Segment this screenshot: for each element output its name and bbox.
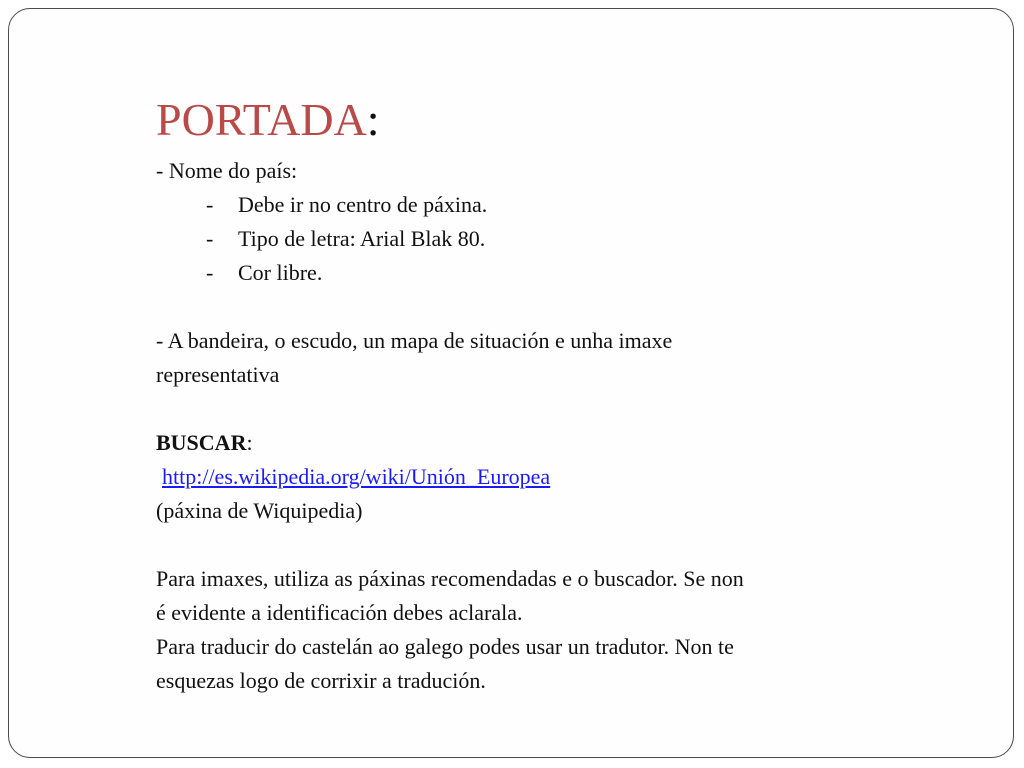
page-title [156, 92, 876, 148]
country-bullet-2 [156, 222, 876, 256]
spacer [156, 392, 876, 426]
wikipedia-link[interactable]: http://es.wikipedia.org/wiki/Unión_Europea [162, 464, 551, 489]
bullet-text: Tipo de letra: Arial Blak 80. [238, 226, 486, 251]
spacer [156, 290, 876, 324]
flag-line-1: - A bandeira, o escudo, un mapa de situación e unha imaxe [156, 328, 673, 353]
country-bullet-1 [156, 188, 876, 222]
bullet-dash: - [206, 260, 214, 285]
bullet-dash: - [206, 192, 214, 217]
bullet-dash: - [206, 226, 214, 251]
search-label-line [156, 426, 876, 460]
tips-line-4: esquezas logo de corrixir a tradución. [156, 668, 486, 693]
title-text: PORTADA [156, 94, 367, 145]
search-colon: : [246, 430, 253, 455]
country-heading: - Nome do país: [156, 158, 298, 183]
bullet-text: Cor libre. [238, 260, 323, 285]
bullet-text: Debe ir no centro de páxina. [238, 192, 488, 217]
country-bullet-3 [156, 256, 876, 290]
spacer [156, 528, 876, 562]
search-note: (páxina de Wiquipedia) [156, 498, 363, 523]
title-colon: : [366, 94, 380, 145]
tips-line-3: Para traducir do castelán ao galego podes usar un tradutor. Non te [156, 634, 734, 659]
search-link-line [156, 460, 876, 494]
slide-content [156, 92, 876, 698]
search-label: BUSCAR [156, 430, 247, 455]
tips-line-1: Para imaxes, utiliza as páxinas recomendadas e o buscador. Se non [156, 566, 744, 591]
flag-line-2: representativa [156, 362, 280, 387]
tips-line-2: é evidente a identificación debes aclarala. [156, 600, 523, 625]
